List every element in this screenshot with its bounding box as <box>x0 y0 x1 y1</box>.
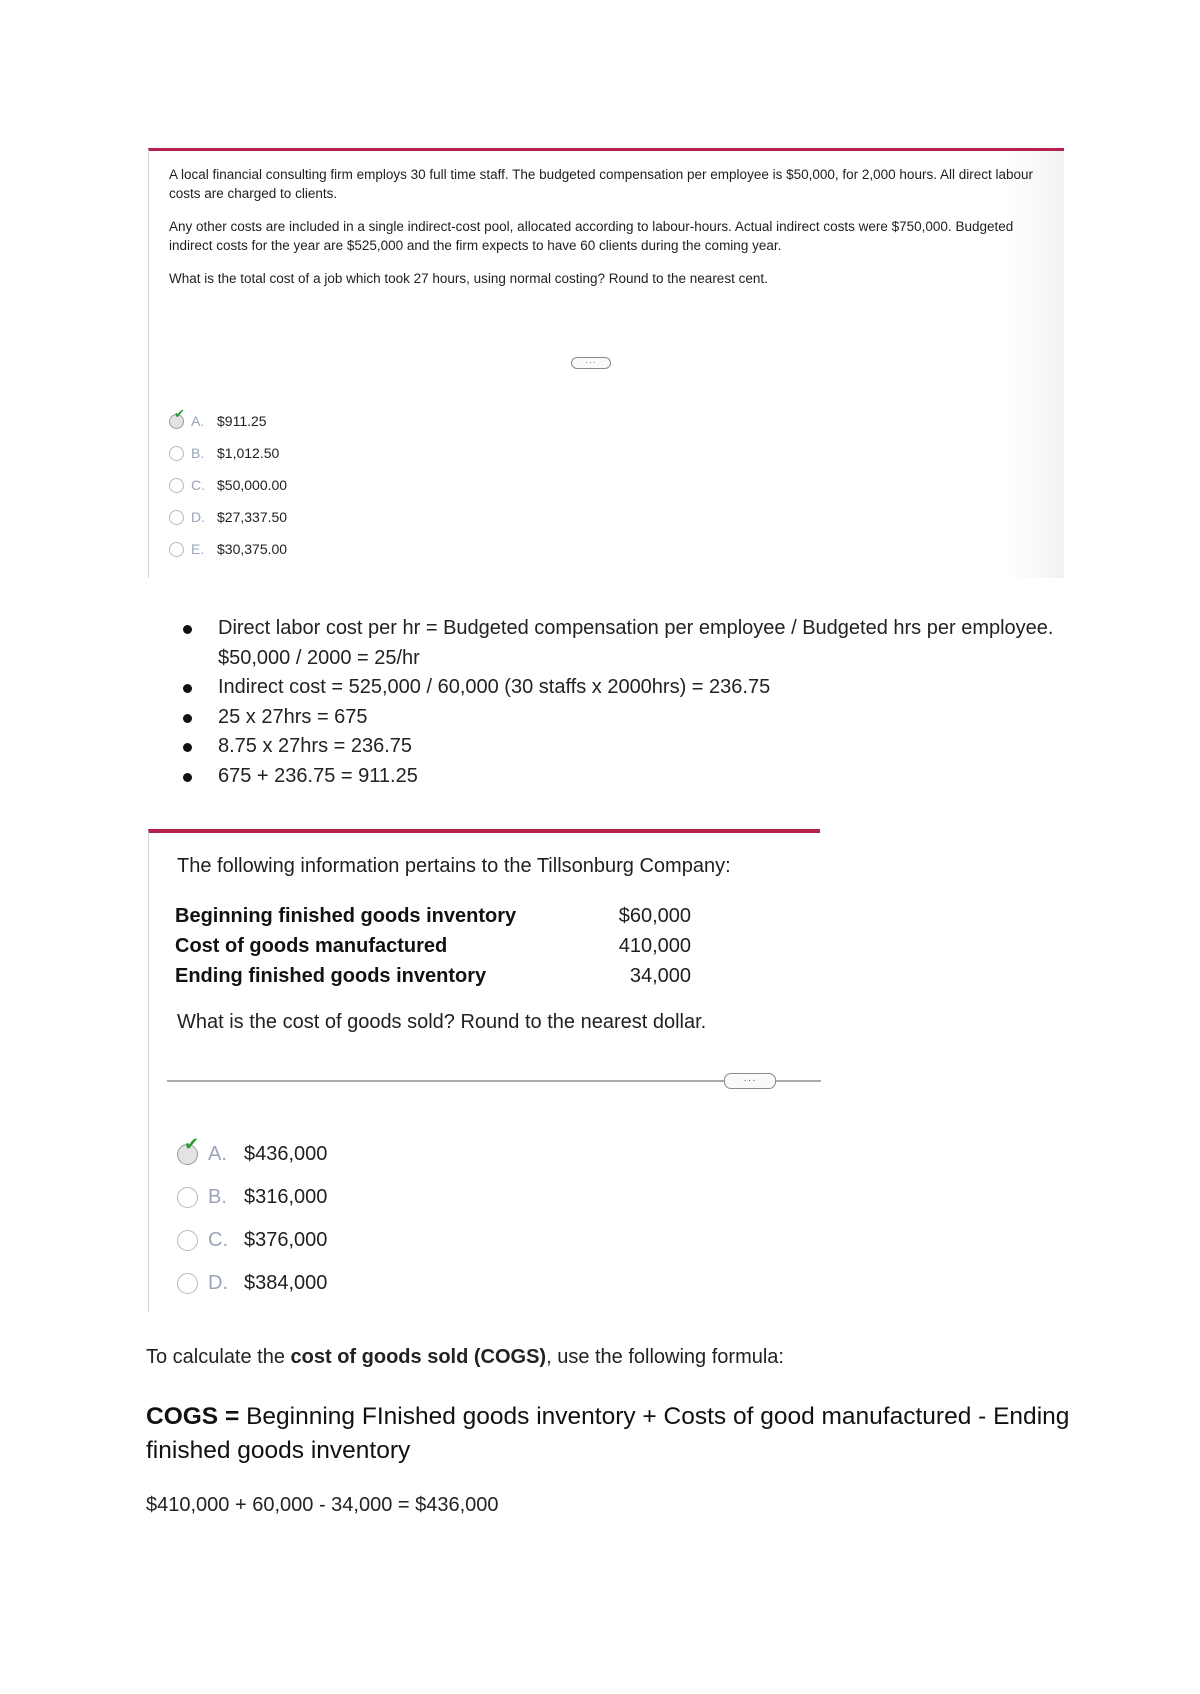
question-intro: The following information pertains to the Tillsonburg Company: <box>177 855 731 877</box>
radio-button[interactable] <box>177 1187 198 1208</box>
option-letter: E. <box>191 541 205 557</box>
bullet-icon <box>183 773 192 782</box>
cogs-calculation: $410,000 + 60,000 - 34,000 = $436,000 <box>146 1494 499 1516</box>
option-letter: D. <box>191 509 205 525</box>
expand-more-button[interactable]: ··· <box>571 357 611 369</box>
question-prompt: What is the cost of goods sold? Round to the nearest dollar. <box>177 1011 707 1033</box>
option-value: $27,337.50 <box>217 509 288 525</box>
radio-button-selected[interactable] <box>177 1134 200 1165</box>
option-letter: B. <box>191 445 205 461</box>
list-item-text: 675 + 236.75 = 911.25 <box>218 764 418 787</box>
answer-option-a[interactable] <box>169 405 287 437</box>
option-value: $50,000.00 <box>217 477 288 493</box>
radio-button[interactable] <box>177 1230 198 1251</box>
answer-option-e[interactable] <box>169 533 287 565</box>
radio-button[interactable] <box>169 446 184 461</box>
table-value: 34,000 <box>629 964 691 987</box>
option-value: $436,000 <box>244 1143 328 1165</box>
answer-option-c[interactable] <box>177 1219 327 1262</box>
radio-button[interactable] <box>177 1273 198 1294</box>
option-value: $30,375.00 <box>217 541 288 557</box>
cogs-intro-text <box>146 1346 784 1369</box>
option-letter: A. <box>191 413 205 429</box>
question-card-1 <box>148 148 1064 578</box>
list-item-text: Indirect cost = 525,000 / 60,000 (30 staffs x 2000hrs) = 236.75 <box>218 676 771 698</box>
intro-text: To calculate the <box>146 1346 291 1368</box>
cogs-formula <box>146 1400 1076 1468</box>
option-value: $911.25 <box>217 413 267 429</box>
list-item <box>178 703 1058 733</box>
divider <box>167 1080 821 1082</box>
answer-options-2 <box>177 1133 327 1305</box>
formula-label: COGS = <box>146 1403 240 1430</box>
bullet-icon <box>183 743 192 752</box>
table-label: Beginning finished goods inventory <box>175 904 517 927</box>
formula-body: Beginning FInished goods inventory + Costs of good manufactured - Ending finished goods inventory <box>146 1403 1070 1464</box>
list-item-text: Direct labor cost per hr = Budgeted compensation per employee / Budgeted hrs per employee. $50,000 / 2000 = 25/hr <box>218 617 1054 669</box>
radio-button[interactable] <box>169 542 184 557</box>
table-row <box>175 901 691 931</box>
inventory-table <box>175 901 691 991</box>
explanation-list-1 <box>178 614 1058 791</box>
list-item-text: 8.75 x 27hrs = 236.75 <box>218 735 413 757</box>
option-letter: B. <box>208 1186 227 1208</box>
table-label: Cost of goods manufactured <box>175 934 448 957</box>
table-value: $60,000 <box>618 904 691 927</box>
option-letter: D. <box>208 1272 228 1294</box>
list-item <box>178 732 1058 762</box>
expand-more-button[interactable]: ··· <box>724 1073 776 1089</box>
question-paragraph: A local financial consulting firm employs 30 full time staff. The budgeted compensation per employee is $50,000, for 2,000 hours. All direct labour costs are charged to clients. <box>169 167 1033 201</box>
bullet-icon <box>183 714 192 723</box>
answer-option-a[interactable] <box>177 1133 327 1176</box>
list-item <box>178 673 1058 703</box>
answer-option-c[interactable] <box>169 469 287 501</box>
radio-button[interactable] <box>169 510 184 525</box>
list-item <box>178 614 1058 673</box>
question-card-2 <box>148 829 820 1312</box>
answer-option-b[interactable] <box>177 1176 327 1219</box>
option-letter: C. <box>191 477 205 493</box>
question-prompt: What is the total cost of a job which took 27 hours, using normal costing? Round to the nearest cent. <box>169 271 768 286</box>
intro-bold-term: cost of goods sold (COGS) <box>290 1346 547 1368</box>
option-value: $316,000 <box>244 1186 328 1208</box>
list-item-text: 25 x 27hrs = 675 <box>218 705 368 728</box>
option-letter: C. <box>208 1229 228 1251</box>
option-value: $384,000 <box>244 1272 328 1294</box>
bullet-icon <box>183 684 192 693</box>
option-value: $1,012.50 <box>217 445 280 461</box>
question-paragraph: Any other costs are included in a single indirect-cost pool, allocated according to labour-hours. Actual indirect costs were $750,000. Budgeted indirect costs for the year are $525,000 and the firm expects to have 60 clients during the coming year. <box>169 219 1014 253</box>
table-row <box>175 961 691 991</box>
intro-text: , use the following formula: <box>546 1346 784 1368</box>
table-value: 410,000 <box>618 934 691 957</box>
radio-button[interactable] <box>169 478 184 493</box>
checkmark-icon: ✔ <box>184 1134 200 1155</box>
question-text-1 <box>169 165 1049 302</box>
list-item <box>178 762 1058 792</box>
table-row <box>175 931 691 961</box>
radio-button-selected[interactable] <box>169 406 185 429</box>
option-letter: A. <box>208 1143 227 1165</box>
bullet-icon <box>183 625 192 634</box>
answer-option-d[interactable] <box>169 501 287 533</box>
answer-option-b[interactable] <box>169 437 287 469</box>
checkmark-icon: ✔ <box>174 406 185 422</box>
answer-option-d[interactable] <box>177 1262 327 1305</box>
option-value: $376,000 <box>244 1229 328 1251</box>
answer-options-1 <box>169 405 287 565</box>
table-label: Ending finished goods inventory <box>175 964 487 987</box>
